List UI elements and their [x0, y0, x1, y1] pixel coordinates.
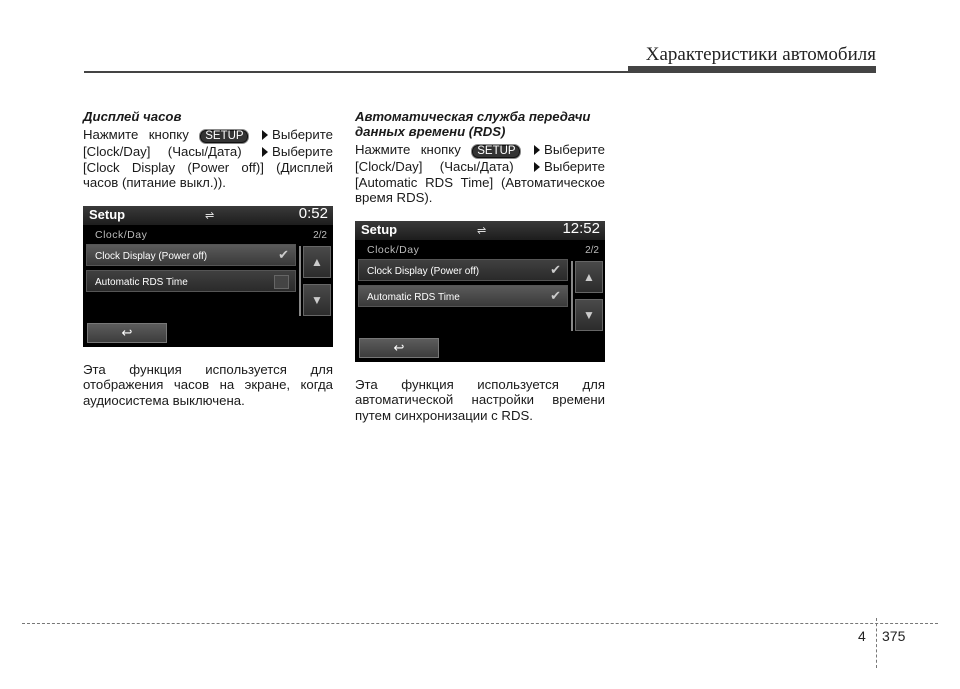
back-button[interactable]: ↩ — [87, 323, 167, 343]
scroll-up-button[interactable]: ▲ — [303, 246, 331, 278]
usb-icon: ⇌ — [205, 209, 215, 222]
scroll-up-button[interactable]: ▲ — [575, 261, 603, 293]
description-paragraph: Эта функция используется для отображения часов на экране, когда аудиосистема выключена. — [83, 361, 333, 408]
menu-item-label: Automatic RDS Time — [95, 276, 188, 288]
checkmark-icon: ✔ — [550, 287, 561, 303]
screen-title: Setup — [89, 206, 126, 222]
setup-screen-automatic-rds — [355, 221, 605, 362]
instruction-text: Нажмите кнопку — [355, 142, 461, 157]
screen-clock: 12:52 — [562, 220, 600, 237]
running-header: Характеристики автомобиля — [645, 44, 876, 65]
instruction-paragraph — [355, 142, 605, 206]
checkmark-icon: ✔ — [278, 246, 289, 262]
scrollbar[interactable] — [571, 261, 573, 331]
menu-item-automatic-rds-time[interactable] — [358, 285, 568, 307]
arrow-right-icon — [262, 130, 268, 140]
menu-item-label: Clock Display (Power off) — [95, 250, 208, 262]
setup-button-badge: SETUP — [199, 129, 248, 144]
usb-icon: ⇌ — [477, 224, 487, 237]
instruction-text: Нажмите кнопку — [83, 127, 189, 142]
section-automatic-rds-time — [355, 109, 605, 424]
screen-subtitle: Clock/Day — [95, 228, 148, 241]
header-rule-accent — [628, 66, 876, 73]
page-number: 375 — [882, 628, 906, 644]
screen-clock: 0:52 — [298, 205, 328, 222]
screen-title: Setup — [361, 221, 398, 237]
menu-item-clock-display[interactable] — [86, 244, 296, 266]
scrollbar[interactable] — [299, 246, 301, 316]
menu-item-clock-display[interactable] — [358, 259, 568, 281]
scroll-down-button[interactable]: ▼ — [575, 299, 603, 331]
screen-subtitle: Clock/Day — [367, 243, 420, 256]
footer-rule — [22, 623, 938, 624]
footer-divider — [876, 618, 877, 668]
instruction-text: Выберите [Clock/Day] (Часы/Дата) — [355, 142, 605, 174]
arrow-right-icon — [534, 162, 540, 172]
menu-item-automatic-rds-time[interactable] — [86, 270, 296, 292]
instruction-text: Выберите [Automatic RDS Time] (Автоматическое время RDS). — [355, 159, 605, 206]
description-paragraph: Эта функция используется для автоматической настройки времени путем синхронизации с RDS. — [355, 376, 605, 423]
arrow-right-icon — [262, 147, 268, 157]
menu-item-label: Clock Display (Power off) — [367, 265, 480, 277]
section-title: Автоматическая служба передачи данных времени (RDS) — [355, 109, 591, 139]
back-button[interactable]: ↩ — [359, 338, 439, 358]
setup-screen-clock-display — [83, 206, 333, 347]
unchecked-box-icon — [274, 275, 289, 289]
instruction-text: Выберите [Clock/Day] (Часы/Дата) — [83, 127, 333, 159]
instruction-paragraph — [83, 127, 333, 191]
arrow-right-icon — [534, 145, 540, 155]
instruction-text: Выберите [Clock Display (Power off)] (Дисплей часов (питание выкл.)). — [83, 144, 333, 191]
section-title: Дисплей часов — [83, 109, 182, 124]
screen-page-number: 2/2 — [313, 229, 327, 241]
chapter-number: 4 — [858, 628, 866, 644]
section-clock-display — [83, 109, 333, 409]
scroll-down-button[interactable]: ▼ — [303, 284, 331, 316]
menu-item-label: Automatic RDS Time — [367, 291, 460, 303]
setup-button-badge: SETUP — [471, 144, 520, 159]
checkmark-icon: ✔ — [550, 261, 561, 277]
screen-page-number: 2/2 — [585, 244, 599, 256]
